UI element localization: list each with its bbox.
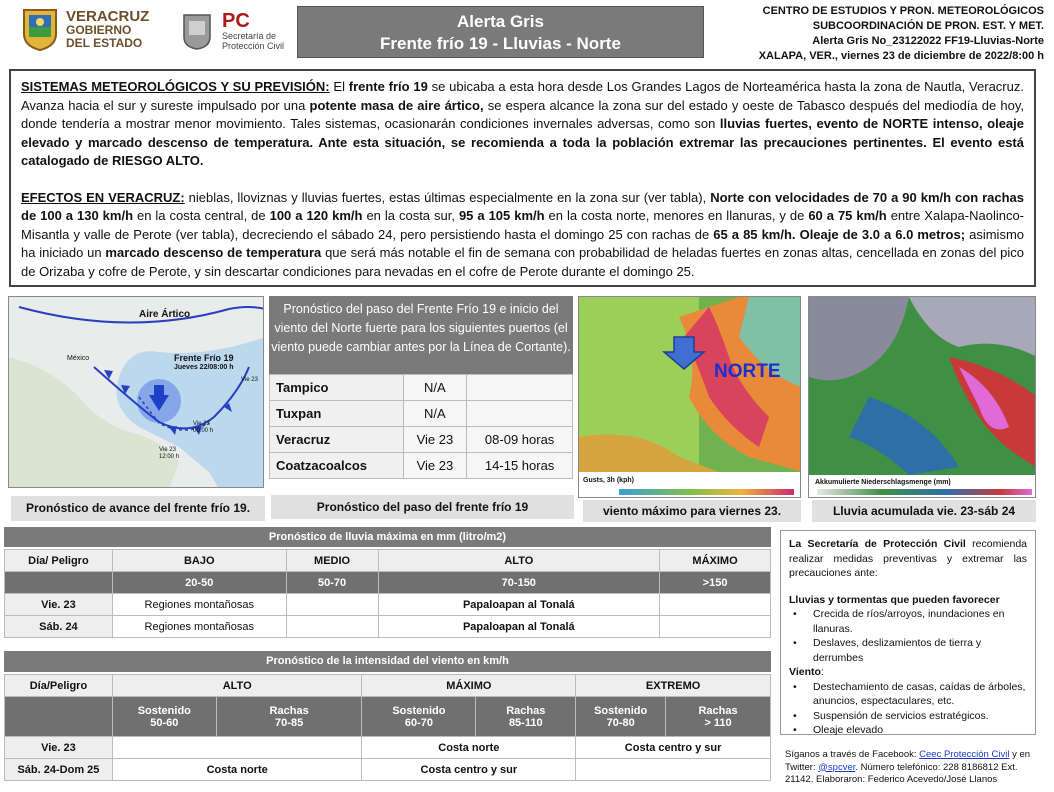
bold-span: 65 a 85 km/h. Oleaje de 3.0 a 6.0 metros; <box>713 226 966 242</box>
text-span: El <box>329 79 349 94</box>
table-cell <box>5 697 113 737</box>
sub-value: > 110 <box>704 716 732 729</box>
header-info <box>714 4 1044 64</box>
port-day: Vie 23 <box>403 453 467 479</box>
front-label: Frente Frío 19 <box>174 353 234 363</box>
front-map-drawing <box>9 297 264 488</box>
vie23-a-label: Vie 23 <box>193 421 210 427</box>
port-day: Vie 23 <box>403 427 467 453</box>
table-row <box>5 616 771 638</box>
sub-label: Sostenido <box>137 704 191 717</box>
table-cell: Costa centro y sur <box>362 759 576 781</box>
front-forecast-map <box>8 296 264 488</box>
rec-intro-bold: La Secretaría de Protección Civil <box>789 538 966 550</box>
port-name: Veracruz <box>270 427 404 453</box>
text-span: asimismo ha iniciado un <box>21 226 1025 260</box>
column-header: Día/Peligro <box>5 675 113 697</box>
main-text-box <box>9 69 1036 287</box>
list-item: • Crecida de ríos/arroyos, inundaciones en llanuras. <box>789 607 1027 636</box>
vie23-b-label: Vie 23 <box>159 447 176 453</box>
table-row <box>270 453 573 479</box>
header-info-line4: XALAPA, VER., viernes 23 de diciembre de 2022/8:00 h <box>758 50 1044 62</box>
front-date-label: Jueves 22/08:00 h <box>174 364 234 371</box>
table-row <box>5 759 771 781</box>
text-span: en la costa sur, <box>362 208 459 223</box>
sub-header-cell <box>216 697 362 737</box>
footer-text: Síganos a través de Facebook: <box>785 749 920 760</box>
table-row <box>270 401 573 427</box>
sub-header-cell <box>476 697 576 737</box>
table-row <box>5 572 771 594</box>
table-cell: Papaloapan al Tonalá <box>378 616 660 638</box>
port-day: N/A <box>403 375 467 401</box>
table-cell: Papaloapan al Tonalá <box>378 594 660 616</box>
range-cell: 50-70 <box>286 572 378 594</box>
arctic-air-label: Aire Ártico <box>139 309 191 320</box>
wind-gust-map <box>578 296 801 498</box>
ports-table <box>269 374 573 479</box>
port-hours: 14-15 horas <box>467 453 573 479</box>
header-info-line3: Alerta Gris No_23122022 FF19-Lluvias-Norte <box>812 35 1044 47</box>
norte-label: NORTE <box>714 361 781 382</box>
bold-span: marcado descenso de temperatura <box>105 245 322 260</box>
bold-span: frente frío 19 <box>348 79 428 94</box>
column-header: BAJO <box>112 550 286 572</box>
port-hours <box>467 375 573 401</box>
table-row <box>5 737 771 759</box>
twitter-link[interactable]: @spcver <box>818 761 856 773</box>
sub-value: 70-80 <box>606 716 635 729</box>
day-cell: Vie. 23 <box>5 594 113 616</box>
table-row <box>270 375 573 401</box>
wind-table-title: Pronóstico de la intensidad del viento en km/h <box>4 651 771 672</box>
port-hours <box>467 401 573 427</box>
alert-title-line1: Alerta Gris <box>457 12 544 31</box>
paragraph-effects <box>21 189 1024 282</box>
paragraph-systems <box>21 78 1024 171</box>
text-span: nieblas, lloviznas y lluvias fuertes, estas últimas especialmente en la zona sur (ver tabla), <box>184 189 711 205</box>
sub-value: 60-70 <box>404 716 433 729</box>
veracruz-logo <box>20 4 170 54</box>
table-cell <box>286 616 378 638</box>
vie23-c-label: Vie 23 <box>241 377 258 383</box>
list-item: • Oleaje elevado <box>789 723 1027 738</box>
ports-table-header: Pronóstico del paso del Frente Frío 19 e inicio del viento del Norte fuerte para los siguientes puertos (el viento puede cambiar antes por la Línea de Cortante). <box>269 296 573 374</box>
alert-title <box>297 6 704 58</box>
table-cell: Costa norte <box>362 737 576 759</box>
alert-title-line2: Frente frío 19 - Lluvias - Norte <box>380 34 621 53</box>
facebook-link[interactable]: Ceec Protección Civil <box>919 749 1010 760</box>
text-span: entre Xalapa-Naolinco-Misantla y valle de Perote (ver tabla), decreciendo el sábado 24, pero persistiendo hasta el domingo 25 con rachas de <box>21 208 1025 242</box>
rec-heading-wind-label: Viento <box>789 666 821 678</box>
rain-table-title: Pronóstico de lluvia máxima en mm (litro/m2) <box>4 527 771 547</box>
rain-map-drawing <box>809 297 1036 498</box>
veracruz-logo-line2: GOBIERNO <box>66 22 132 37</box>
recommendations-box <box>780 530 1036 735</box>
sub-header-cell <box>112 697 216 737</box>
wind-table <box>4 674 771 781</box>
rec-heading-wind <box>789 665 1027 680</box>
day-cell: Sáb. 24-Dom 25 <box>5 759 113 781</box>
rec-wind-list <box>789 680 1027 738</box>
column-header: MÁXIMO <box>660 550 771 572</box>
table-row <box>5 550 771 572</box>
sub-label: Rachas <box>506 704 546 717</box>
sub-label: Sostenido <box>392 704 446 717</box>
bold-span: 95 a 105 km/h <box>458 208 545 223</box>
text-span: en la costa norte, menores en llanuras, y de <box>544 208 809 223</box>
systems-label: SISTEMAS METEOROLÓGICOS Y SU PREVISIÓN: <box>21 79 330 94</box>
table-cell <box>286 594 378 616</box>
range-cell: 70-150 <box>378 572 660 594</box>
pc-line1: Secretaría de <box>222 31 277 41</box>
mexico-label: México <box>67 355 90 362</box>
range-cell: 20-50 <box>112 572 286 594</box>
vie23-b-time: 12:00 h <box>159 454 180 460</box>
table-cell <box>112 737 362 759</box>
sub-label: Rachas <box>698 704 738 717</box>
rec-rain-list <box>789 607 1027 665</box>
sub-header-cell <box>666 697 771 737</box>
sub-label: Sostenido <box>594 704 648 717</box>
table-cell <box>660 616 771 638</box>
rec-intro <box>789 537 1027 581</box>
rec-intro-text: recomienda realizar medidas preventivas y extremar las precauciones ante: <box>789 538 1028 579</box>
veracruz-logo-line3: DEL ESTADO <box>66 35 143 50</box>
port-name: Tuxpan <box>270 401 404 427</box>
list-item: • Destechamiento de casas, caídas de árboles, anuncios, espectaculares, etc. <box>789 680 1027 709</box>
column-header: EXTREMO <box>576 675 771 697</box>
port-day: N/A <box>403 401 467 427</box>
rec-heading-rain: Lluvias y tormentas que pueden favorecer <box>789 593 1000 606</box>
veracruz-seal-icon <box>20 6 60 52</box>
day-cell: Vie. 23 <box>5 737 113 759</box>
table-row <box>5 675 771 697</box>
text-span: se espera alcance la zona sur del estado y oeste de Tabasco después del mediodía de hoy, donde tendería a mostrar menor movimiento. Tales sistemas, ocasionarán condiciones invernales adversas, como son <box>21 97 1024 131</box>
footer-text: . Número telefónico: 228 8186812 Ext. 21142. Elaboraron: Federico Acevedo/José Llanos <box>785 761 1018 785</box>
sub-value: 85-110 <box>508 716 543 729</box>
veracruz-logo-line1: VERACRUZ <box>66 7 150 25</box>
table-cell: Costa norte <box>112 759 362 781</box>
footer-contact <box>785 749 1040 787</box>
sub-label: Rachas <box>269 704 309 717</box>
bold-span: 60 a 75 km/h <box>808 208 887 223</box>
sub-header-cell <box>362 697 476 737</box>
vie23-a-time: 00:00 h <box>193 428 214 434</box>
table-cell <box>660 594 771 616</box>
wind-map-caption: viento máximo para viernes 23. <box>583 500 801 522</box>
sub-header-cell <box>576 697 666 737</box>
day-cell: Sáb. 24 <box>5 616 113 638</box>
list-item: • Deslaves, deslizamientos de tierra y derrumbes <box>789 636 1027 665</box>
column-header: ALTO <box>378 550 660 572</box>
table-cell: Regiones montañosas <box>112 594 286 616</box>
port-hours: 08-09 horas <box>467 427 573 453</box>
header-info-line2: SUBCOORDINACIÓN DE PRON. EST. Y MET. <box>812 20 1044 32</box>
rec-heading-wind-colon: : <box>820 666 824 678</box>
coat-of-arms-icon <box>178 11 216 51</box>
text-span: en la costa central, de <box>133 208 270 223</box>
text-span: se ubicaba a esta hora desde Los Grandes Lagos de Norteamérica hasta la zona de Nautla, Veracruz. Avanza hacia el sur y sureste impulsado por una <box>21 79 1024 113</box>
range-cell: >150 <box>660 572 771 594</box>
rain-accumulation-map <box>808 296 1036 498</box>
wind-legend-label: Gusts, 3h (kph) <box>583 477 634 484</box>
table-cell <box>576 759 771 781</box>
table-cell: Costa centro y sur <box>576 737 771 759</box>
table-cell: Regiones montañosas <box>112 616 286 638</box>
sub-value: 50-60 <box>150 716 179 729</box>
rain-map-caption: Lluvia acumulada vie. 23-sáb 24 <box>812 500 1036 522</box>
rain-table <box>4 549 771 638</box>
pc-line2: Protección Civil <box>222 41 285 51</box>
effects-label: EFECTOS EN VERACRUZ: <box>21 189 185 205</box>
footer-text: y en Twitter: <box>785 749 1031 773</box>
table-row <box>5 697 771 737</box>
rain-legend-label: Akkumulierte Niederschlagsmenge (mm) <box>815 479 951 486</box>
header-info-line1: CENTRO DE ESTUDIOS Y PRON. METEOROLÓGICOS <box>762 5 1044 17</box>
bold-span: potente masa de aire ártico, <box>309 97 484 113</box>
column-header: MÁXIMO <box>362 675 576 697</box>
front-map-caption: Pronóstico de avance del frente frío 19. <box>11 496 265 521</box>
wind-map-drawing <box>579 297 801 498</box>
ports-caption: Pronóstico del paso del frente frío 19 <box>271 495 574 519</box>
table-row <box>270 427 573 453</box>
list-item: • Suspensión de servicios estratégicos. <box>789 709 1027 724</box>
pc-abbr: PC <box>222 10 250 32</box>
bold-span: lluvias fuertes, evento de NORTE intenso, oleaje elevado y marcado descenso de temperatura. Ante esta situación, se recomienda a toda la población extremar las precauciones pertinentes. El evento está catalogado de RIESGO ALTO. <box>21 116 1025 168</box>
text-span: que será más notable el fin de semana con probabilidad de heladas fuertes en zonas altas, cencellada en zonas del pico de Orizaba y cofre de Perote, y sin descartar condiciones para nevadas en el cofre de Perote durante el domingo 25. <box>21 245 1025 279</box>
bold-span: Norte con velocidades de 70 a 90 km/h con rachas de 100 a 130 km/h <box>21 189 1025 223</box>
table-row <box>5 594 771 616</box>
column-header: MEDIO <box>286 550 378 572</box>
table-cell <box>5 572 113 594</box>
port-name: Coatzacoalcos <box>270 453 404 479</box>
pc-logo <box>178 8 288 54</box>
port-name: Tampico <box>270 375 404 401</box>
sub-value: 70-85 <box>275 716 304 729</box>
column-header: ALTO <box>112 675 362 697</box>
column-header: Día/ Peligro <box>5 550 113 572</box>
bold-span: 100 a 120 km/h <box>269 208 363 223</box>
